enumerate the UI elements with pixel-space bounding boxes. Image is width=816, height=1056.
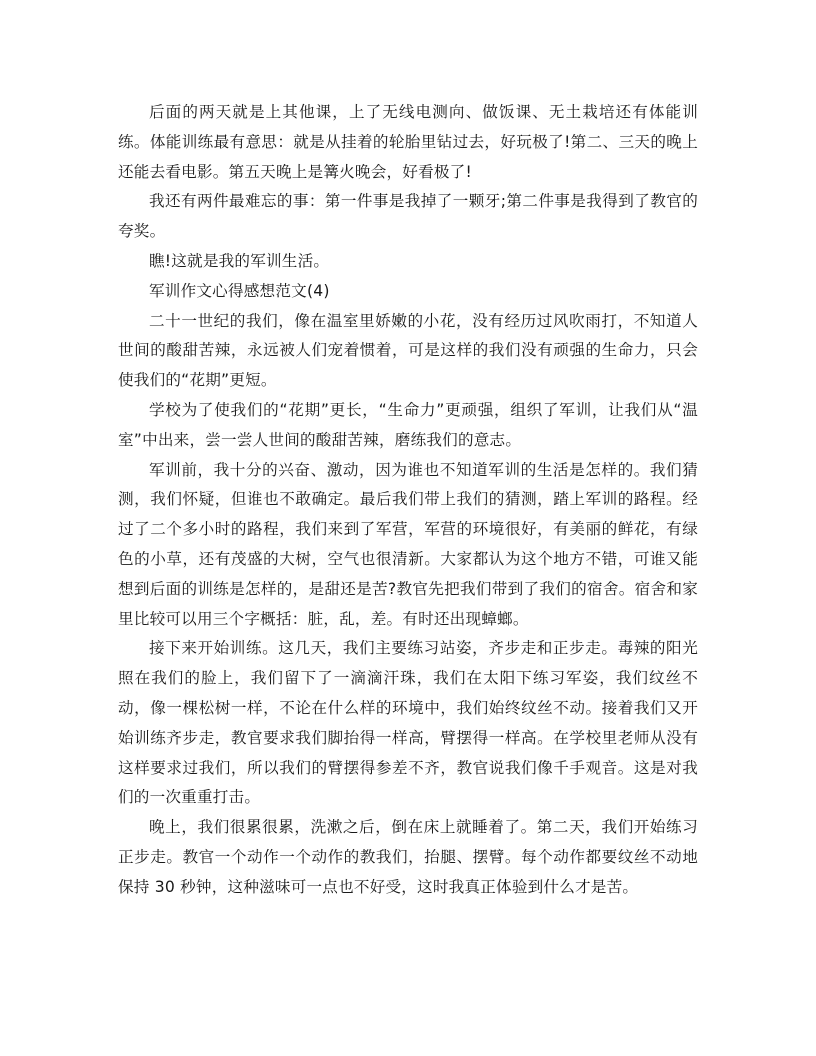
paragraph-school-purpose: 学校为了使我们的“花期”更长，“生命力”更顽强，组织了军训，让我们从“温室”中出来，尝一尝人世间的酸甜苦辣，磨练我们的意志。: [118, 400, 698, 449]
paragraph-greenhouse-flowers: 二十一世纪的我们，像在温室里娇嫩的小花，没有经历过风吹雨打，不知道人世间的酸甜苦辣，永远被人们宠着惯着，可是这样的我们没有顽强的生命力，只会使我们的“花期”更短。: [118, 311, 698, 390]
paragraph-summary: 瞧!这就是我的军训生活。: [149, 251, 330, 270]
section-heading: 军训作文心得感想范文(4): [149, 281, 330, 300]
paragraph-training-begins: 接下来开始训练。这几天，我们主要练习站姿，齐步走和正步走。毒辣的阳光照在我们的脸上，我们留下了一滴滴汗珠，我们在太阳下练习军姿，我们纹丝不动，像一棵松树一样，不论在什么样的环境中，我们始终纹丝不动。接着我们又开始训练齐步走，教官要求我们脚抬得一样高，臂摆得一样高。在学校里老师从没有这样要求过我们，所以我们的臂摆得参差不齐，教官说我们像千手观音。这是对我们的一次重重打击。: [118, 639, 698, 807]
paragraph-memorable-events: 我还有两件最难忘的事：第一件事是我掉了一颗牙;第二件事是我得到了教官的夸奖。: [118, 192, 698, 241]
paragraph-after-days: 后面的两天就是上其他课，上了无线电测向、做饭课、无土栽培还有体能训练。体能训练最有意思：就是从挂着的轮胎里钻过去，好玩极了!第二、三天的晚上还能去看电影。第五天晚上是篝火晚会，好看极了!: [118, 103, 698, 181]
paragraph-evening: 晚上，我们很累很累，洗漱之后，倒在床上就睡着了。第二天，我们开始练习正步走。教官一个动作一个动作的教我们，抬腿、摆臂。每个动作都要纹丝不动地保持 30 秒钟，这种滋味可一点也不好受，这时我真正体验到什么才是苦。: [118, 818, 698, 896]
paragraph-before-training: 军训前，我十分的兴奋、激动，因为谁也不知道军训的生活是怎样的。我们猜测，我们怀疑，但谁也不敢确定。最后我们带上我们的猜测，踏上军训的路程。经过了二个多小时的路程，我们来到了军营，军营的环境很好，有美丽的鲜花，有绿色的小草，还有茂盛的大树，空气也很清新。大家都认为这个地方不错，可谁又能想到后面的训练是怎样的，是甜还是苦?教官先把我们带到了我们的宿舍。宿舍和家里比较可以用三个字概括：脏，乱，差。有时还出现蟑螂。: [118, 460, 698, 628]
document-body: [118, 98, 698, 903]
